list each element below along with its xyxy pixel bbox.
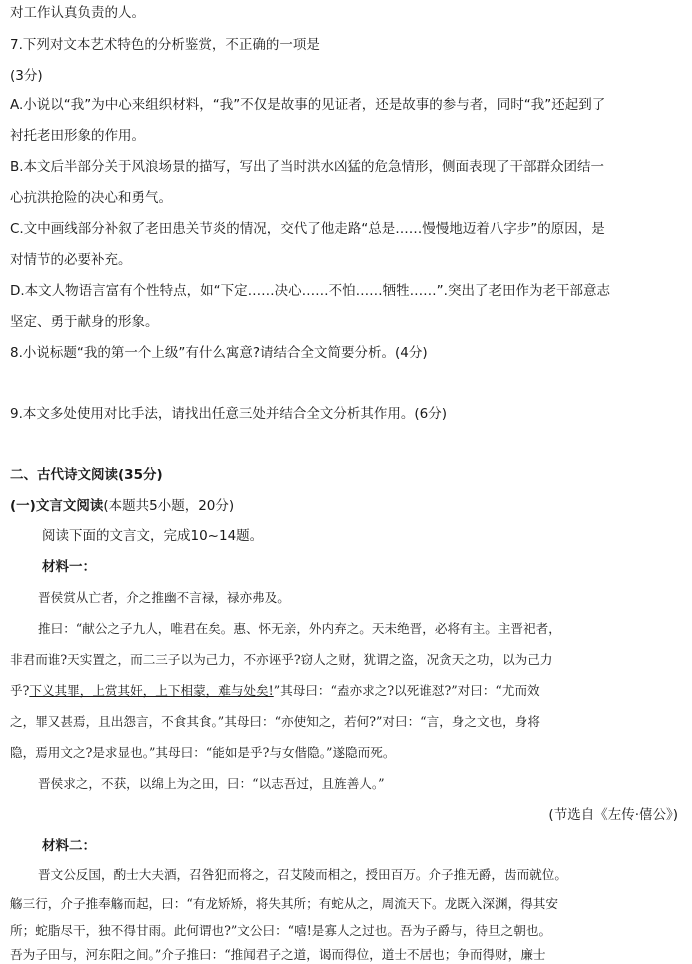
question-8: 8.小说标题“我的第一个上级”有什么寓意?请结合全文简要分析。(4分) bbox=[10, 345, 428, 361]
passage-line: 觞三行，介子推奉觞而起，曰：“有龙矫矫，将失其所；有蛇从之，周流天下。龙既入深渊，得其安 bbox=[10, 896, 558, 911]
material-1-label: 材料一： bbox=[42, 559, 96, 575]
passage-line: 晋文公反国，酌士大夫酒，召咎犯而将之，召艾陵而相之，授田百万。介子推无爵，齿而就位。 bbox=[38, 867, 567, 882]
section-2-heading: 二、古代诗文阅读(35分) bbox=[10, 467, 163, 483]
text-line: 对工作认真负责的人。 bbox=[10, 5, 145, 21]
option-c-line-2: 对情节的必要补充。 bbox=[10, 252, 132, 268]
option-a-line-2: 衬托老田形象的作用。 bbox=[10, 128, 145, 144]
option-a-line-1: A.小说以“我”为中心来组织材料，“我”不仅是故事的见证者，还是故事的参与者，同时“我”还起到了 bbox=[10, 97, 606, 113]
source-citation: (节选自《左传·僖公》) bbox=[548, 807, 678, 823]
passage-line: 晋侯求之，不获，以绵上为之田，曰：“以志吾过，且旌善人。” bbox=[38, 776, 385, 791]
instruction: 阅读下面的文言文，完成10~14题。 bbox=[42, 528, 264, 544]
option-b-line-2: 心抗洪抢险的决心和勇气。 bbox=[10, 190, 172, 206]
subsection-1-title: (一)文言文阅读 bbox=[10, 498, 104, 514]
material-2-label: 材料二： bbox=[42, 838, 96, 854]
passage-line: 之，罪又甚焉，且出怨言，不食其食。”其母曰：“亦使知之，若何?”对曰：“言，身之文也，身将 bbox=[10, 714, 540, 729]
passage-line: 推曰：“献公之子九人，唯君在矣。惠、怀无亲，外内弃之。天未绝晋，必将有主。主晋祀者， bbox=[38, 621, 561, 636]
passage-line: 隐，焉用文之?是求显也。”其母曰：“能如是乎?与女偕隐。”遂隐而死。 bbox=[10, 745, 396, 760]
option-d-line-1: D.本文人物语言富有个性特点，如“下定……决心……不怕……牺牲……”.突出了老田作为老干部意志 bbox=[10, 283, 610, 299]
option-c-line-1: C.文中画线部分补叙了老田患关节炎的情况，交代了他走路“总是……慢慢地迈着八字步”的原因，是 bbox=[10, 221, 605, 237]
passage-line bbox=[10, 682, 540, 700]
passage-line: 所；蛇脂尽干，独不得甘雨。此何谓也?”文公曰：“嘻!是寡人之过也。吾为子爵与，待旦之朝也。 bbox=[10, 923, 552, 938]
passage-text: ”其母曰：“盍亦求之?以死谁怼?”对曰：“尤而效 bbox=[273, 683, 540, 698]
underlined-sentence: 下义其罪，上赏其奸，上下相蒙，难与处矣! bbox=[29, 683, 274, 698]
question-7-score: (3分) bbox=[10, 68, 43, 84]
subsection-1-note: (本题共5小题，20分) bbox=[103, 498, 235, 514]
passage-line: 晋侯赏从亡者，介之推幽不言禄，禄亦弗及。 bbox=[38, 590, 290, 605]
option-b-line-1: B.本文后半部分关于风浪场景的描写，写出了当时洪水凶猛的危急情形，侧面表现了干部群众团结一 bbox=[10, 159, 605, 175]
option-d-line-2: 坚定、勇于献身的形象。 bbox=[10, 314, 159, 330]
passage-line: 吾为子田与，河东阳之间。”介子推曰：“推闻君子之道，谒而得位，道士不居也；争而得财，廉士 bbox=[10, 947, 546, 962]
question-9: 9.本文多处使用对比手法，请找出任意三处并结合全文分析其作用。(6分) bbox=[10, 406, 448, 422]
passage-line: 非君而谁?天实置之，而二三子以为己力，不亦诬乎?窃人之财，犹谓之盗，况贪天之功，以为己力 bbox=[10, 652, 553, 667]
passage-text: 乎? bbox=[10, 683, 30, 698]
question-7: 7.下列对文本艺术特色的分析鉴赏，不正确的一项是 bbox=[10, 37, 320, 53]
subsection-1-heading bbox=[10, 497, 234, 515]
